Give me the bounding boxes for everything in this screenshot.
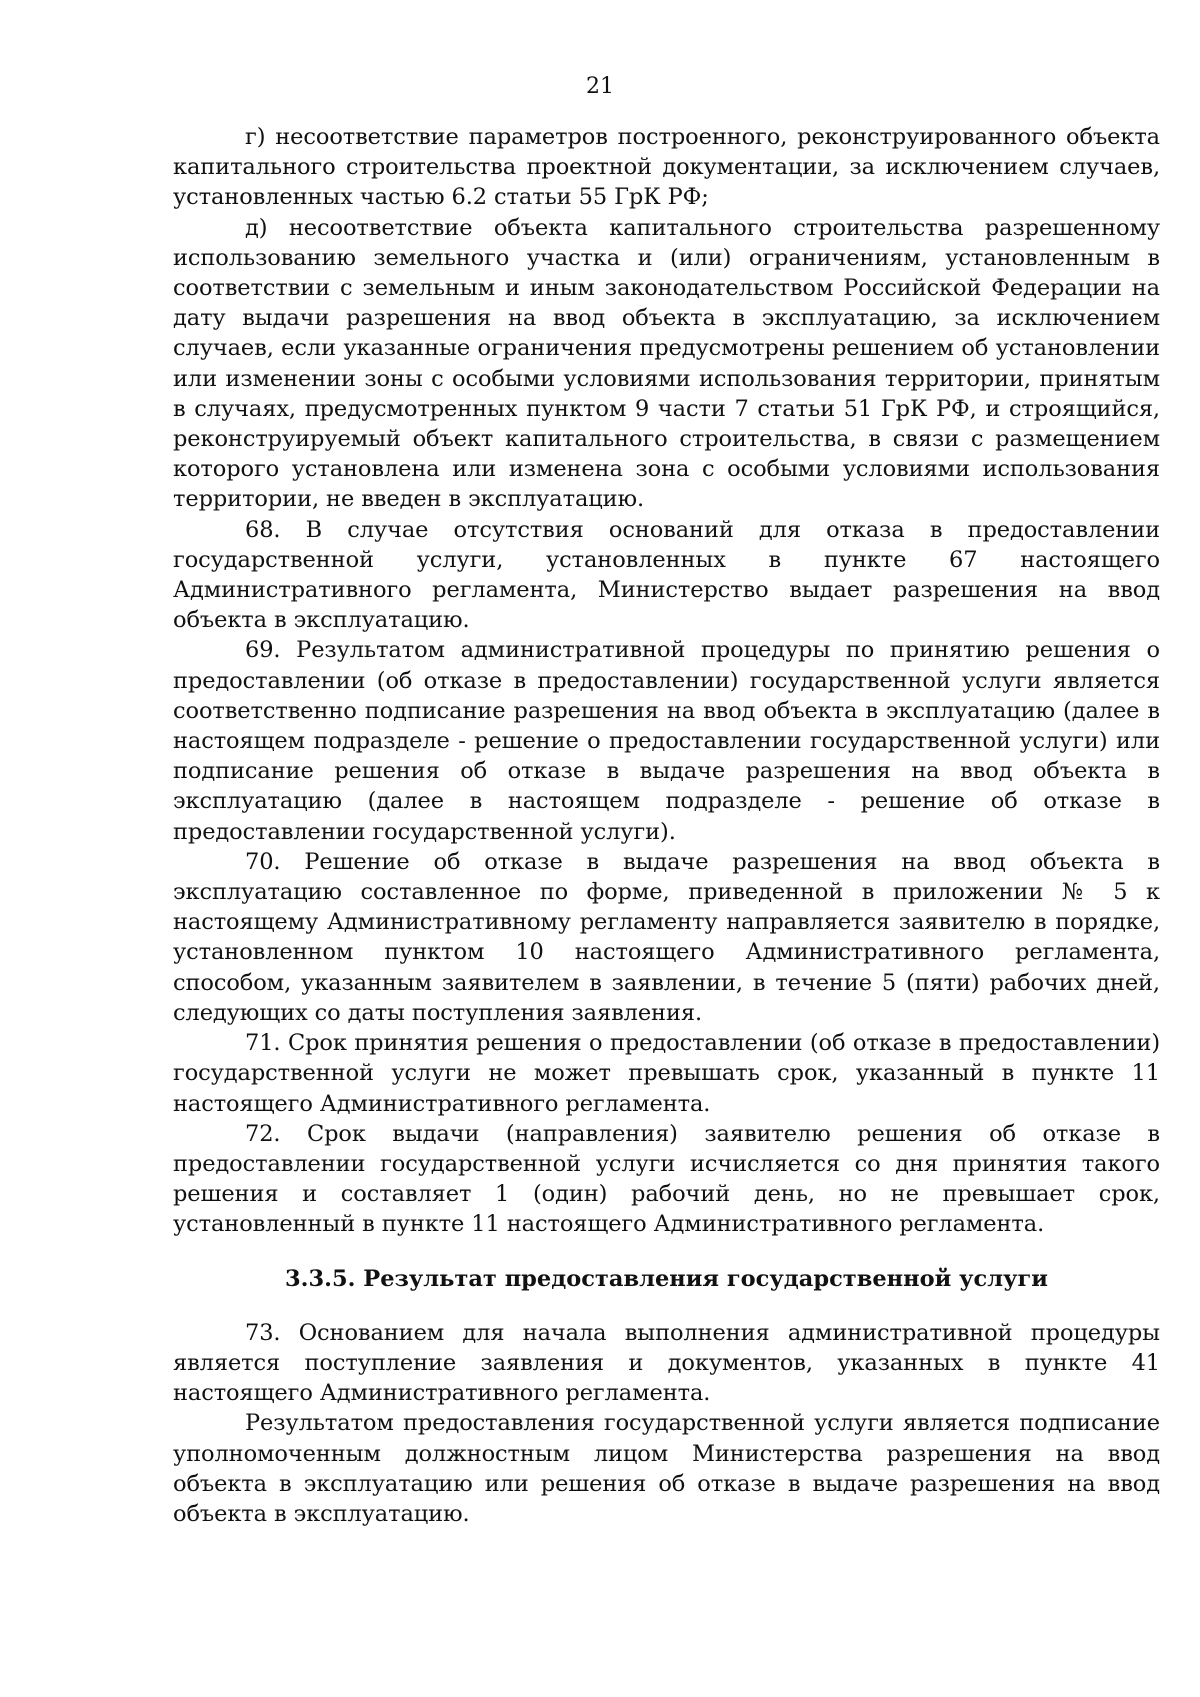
paragraph-result: Результатом предоставления государственной услуги является подписание уполномоченным должностным лицом Министерства разрешения на ввод объекта в эксплуатацию или решения об отказе в выдаче разрешения на ввод объекта в эксплуатацию.	[173, 1410, 1160, 1527]
document-body	[173, 122, 1160, 1529]
paragraph-72: 72. Срок выдачи (направления) заявителю решения об отказе в предоставлении государственной услуги исчисляется со дня принятия такого решения и составляет 1 (один) рабочий день, но не превышает срок, установленный в пункте 11 настоящего Административного регламента.	[173, 1120, 1160, 1238]
section-heading: 3.3.5. Результат предоставления государственной услуги	[284, 1265, 1048, 1292]
paragraph-d: д) несоответствие объекта капитального строительства разрешенному использованию земельного участка и (или) ограничениям, установленным в соответствии с земельным и иным законодательством Российской Федерации на дату выдачи разрешения на ввод объекта в эксплуатацию, за исключением случаев, если указанные ограничения предусмотрены решением об установлении или изменении зоны с особыми условиями использования территории, принятым в случаях, предусмотренных пунктом 9 части 7 статьи 51 ГрК РФ, и строящийся, реконструируемый объект капитального строительства, в связи с размещением которого установлена или изменена зона с особыми условиями использования территории, не введен в эксплуатацию.	[173, 214, 1160, 513]
paragraph-g: г) несоответствие параметров построенного, реконструированного объекта капитального строительства проектной документации, за исключением случаев, установленных частью 6.2 статьи 55 ГрК РФ;	[173, 124, 1160, 211]
paragraph-68: 68. В случае отсутствия оснований для отказа в предоставлении государственной услуги, установленных в пункте 67 настоящего Административного регламента, Министерство выдает разрешения на ввод объекта в эксплуатацию.	[173, 516, 1160, 634]
page-number: 21	[586, 74, 614, 99]
paragraph-73: 73. Основанием для начала выполнения административной процедуры является поступление заявления и документов, указанных в пункте 41 настоящего Административного регламента.	[173, 1319, 1160, 1407]
paragraph-69: 69. Результатом административной процедуры по принятию решения о предоставлении (об отказе в предоставлении) государственной услуги является соответственно подписание разрешения на ввод объекта в эксплуатацию (далее в настоящем подразделе - решение о предоставлении государственной услуги) или подписание решения об отказе в выдаче разрешения на ввод объекта в эксплуатацию (далее в настоящем подразделе - решение об отказе в предоставлении государственной услуги).	[173, 637, 1160, 845]
paragraph-70: 70. Решение об отказе в выдаче разрешения на ввод объекта в эксплуатацию составленное по форме, приведенной в приложении № 5 к настоящему Административному регламенту направляется заявителю в порядке, установленном пунктом 10 настоящего Административного регламента, способом, указанным заявителем в заявлении, в течение 5 (пяти) рабочих дней, следующих со даты поступления заявления.	[173, 848, 1160, 1026]
paragraph-71: 71. Срок принятия решения о предоставлении (об отказе в предоставлении) государственной услуги не может превышать срок, указанный в пункте 11 настоящего Административного регламента.	[173, 1030, 1160, 1117]
